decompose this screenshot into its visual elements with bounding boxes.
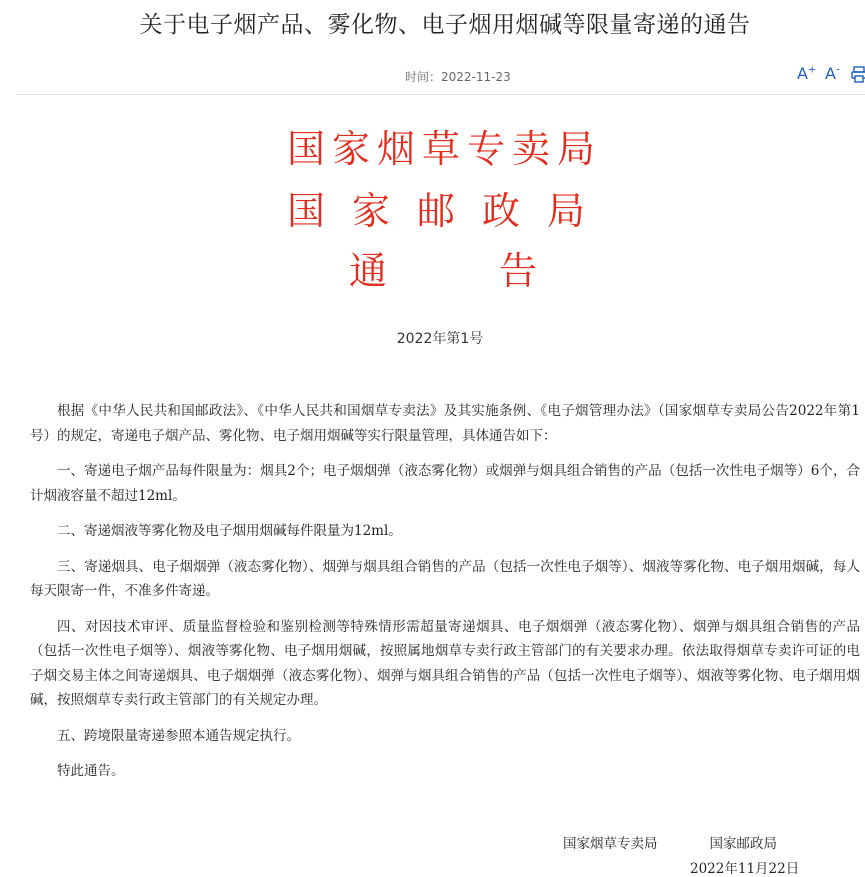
signature-orgs: [563, 832, 829, 852]
paragraph-item-2: 二、寄递烟液等雾化物及电子烟用烟碱每件限量为12ml。: [57, 523, 402, 539]
font-decrease-button[interactable]: [825, 64, 840, 83]
article-body: [30, 399, 860, 795]
document-number: 2022年第1号: [396, 331, 484, 347]
font-decrease-label: A: [825, 64, 836, 83]
print-icon[interactable]: [851, 66, 865, 83]
font-increase-button[interactable]: [797, 64, 816, 83]
header-divider: [16, 94, 865, 95]
article-title: 关于电子烟产品、雾化物、电子烟用烟碱等限量寄递的通告: [139, 12, 751, 38]
paragraph-item-4: 四、对因技术审评、质量监督检验和鉴别检测等特殊情形需超量寄递烟具、电子烟烟弹（液态雾化物）、烟弹与烟具组合销售的产品（包括一次性电子烟等）、烟液等雾化物、电子烟用烟碱，按照属地烟草专卖行政主管部门的有关要求办理。依法取得烟草专卖许可证的电子烟交易主体之间寄递烟具、电子烟烟弹（液态雾化物）、烟弹与烟具组合销售的产品（包括一次性电子烟等）、烟液等雾化物、电子烟用烟碱，按照烟草专卖行政主管部门的有关规定办理。: [30, 618, 860, 708]
red-header-line-2: 国家邮政局: [287, 189, 613, 233]
font-increase-sign: +: [807, 64, 817, 76]
publish-time: 时间：2022-11-23: [405, 70, 511, 84]
paragraph-preamble: 根据《中华人民共和国邮政法》、《中华人民共和国烟草专卖法》及其实施条例、《电子烟管理办法》（国家烟草专卖局公告2022年第1号）的规定，寄递电子烟产品、雾化物、电子烟用烟碱等实行限量管理，具体通告如下：: [30, 403, 860, 444]
signature-date: 2022年11月22日: [690, 861, 800, 877]
font-decrease-sign: -: [835, 64, 840, 76]
red-header-line-1: 国家烟草专卖局: [287, 127, 603, 171]
paragraph-item-3: 三、寄递烟具、电子烟烟弹（液态雾化物）、烟弹与烟具组合销售的产品（包括一次性电子烟等）、烟液等雾化物、电子烟用烟碱，每人每天限寄一件，不准多件寄递。: [30, 558, 860, 599]
signature-org-tobacco: 国家烟草专卖局: [563, 836, 658, 852]
article-meta: [0, 64, 865, 88]
font-increase-label: A: [797, 64, 808, 83]
red-header-line-3: 通告: [349, 249, 650, 293]
paragraph-item-1: 一、寄递电子烟产品每件限量为：烟具2个；电子烟烟弹（液态雾化物）或烟弹与烟具组合销售的产品（包括一次性电子烟等）6个，合计烟液容量不超过12ml。: [30, 463, 860, 504]
paragraph-item-5: 五、跨境限量寄递参照本通告规定执行。: [57, 727, 300, 744]
paragraph-closing: 特此通告。: [57, 763, 125, 779]
signature-org-post: 国家邮政局: [709, 836, 777, 852]
